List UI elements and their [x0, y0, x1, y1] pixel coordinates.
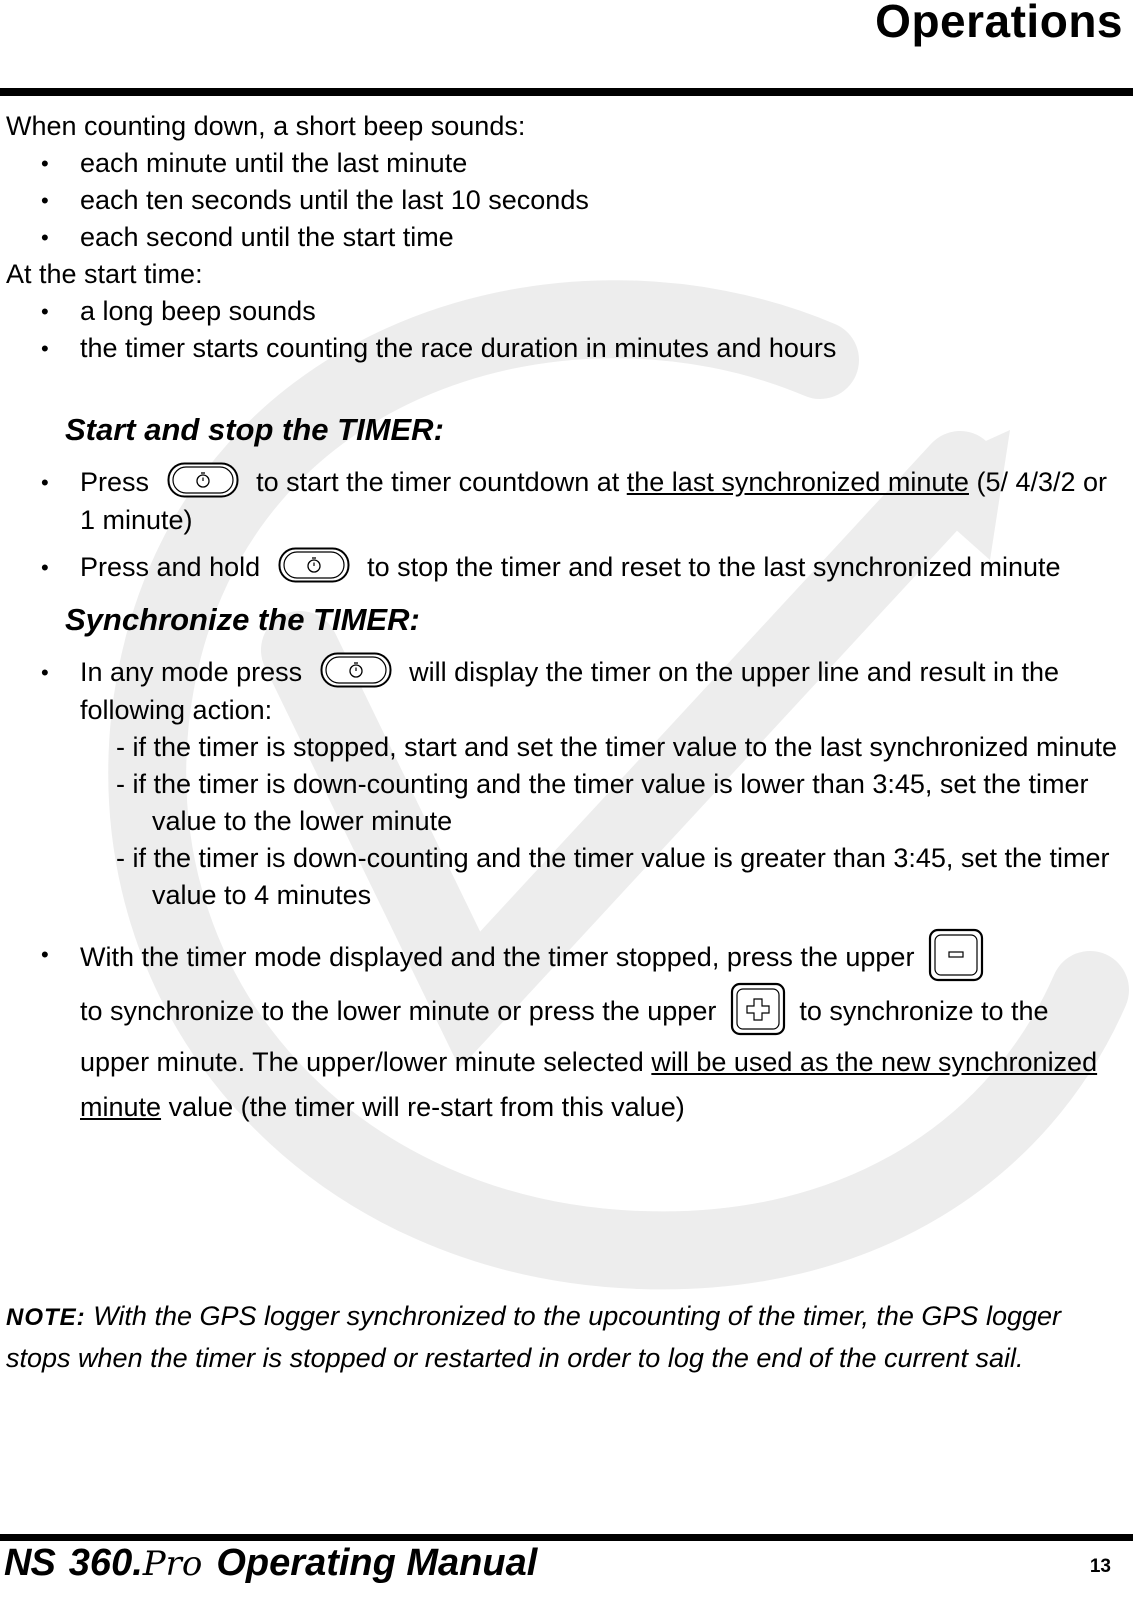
list-item: • each second until the start time [6, 219, 1124, 256]
list-item: • each ten seconds until the last 10 seconds [6, 182, 1124, 219]
sub-item: - if the timer is down-counting and the timer value is greater than 3:45, set the timer value to 4 minutes [116, 842, 1110, 910]
page-title: Operations [875, 0, 1123, 47]
note-paragraph [6, 1296, 1124, 1378]
countdown-beep-list [6, 145, 1124, 256]
underlined-text: the last synchronized minute [626, 467, 969, 497]
list-item: • a long beep sounds [6, 293, 1124, 330]
sub-item: - if the timer is down-counting and the timer value is lower than 3:45, set the timer value to the lower minute [116, 768, 1089, 836]
main-content [6, 108, 1124, 1130]
list-item: • Press to start the timer countdown at the last synchronized minute (5/ 4/3/2 or 1 minute) [6, 464, 1124, 539]
start-time-lead: At the start time: [6, 259, 203, 289]
section-title-start-stop: Start and stop the TIMER: [65, 412, 444, 447]
stopwatch-button-icon [167, 462, 239, 498]
brand-pro: Pro [142, 1544, 203, 1584]
list-item: • each minute until the last minute [6, 145, 1124, 182]
brand-ns: NS [4, 1542, 55, 1584]
list-item: • Press and hold to stop the timer and reset to the last synchronized minute [6, 549, 1124, 587]
note-text: With the GPS logger synchronized to the upcounting of the timer, the GPS logger stops when the timer is stopped or restarted in order to log the end of the current sail. [6, 1301, 1061, 1373]
sub-item: - if the timer is stopped, start and set the timer value to the last synchronized minute [116, 731, 1117, 762]
page-number: 13 [1089, 1556, 1111, 1577]
section-title-synchronize: Synchronize the TIMER: [65, 601, 420, 637]
plus-button-icon [730, 982, 786, 1036]
brand-model: 360. [68, 1542, 143, 1584]
list-item: • the timer starts counting the race duration in minutes and hours [6, 330, 1124, 367]
footer-brand [4, 1542, 537, 1592]
start-time-list [6, 293, 1124, 367]
intro-lead: When counting down, a short beep sounds: [6, 111, 526, 141]
footer-rule [0, 1534, 1133, 1541]
header-rule [0, 88, 1133, 96]
synchronize-list [6, 654, 1124, 1130]
stopwatch-button-icon [278, 547, 350, 583]
minus-button-icon [928, 928, 984, 982]
start-stop-list [6, 464, 1124, 587]
list-item: • In any mode press will display the timer on the upper line and result in the following action: - if the timer is stopped, start and set the timer value to the last synchronized minute - if the timer is down-counting and the timer value is lower than 3:45, set the timer value to the lower minute - if the timer is down-counting and the timer value is greater than 3:45, set the timer value to 4 minutes [6, 654, 1124, 914]
underlined-text: will be used as the new synchronized minute [80, 1046, 1098, 1122]
stopwatch-button-icon [320, 652, 392, 688]
list-item: • With the timer mode displayed and the timer stopped, press the upper to synchronize to the lower minute or press the upper to synchronize to the upper minute. The upper/lower minute selected will be used as the new synchronized minute value (the timer will re-start from this value) [6, 932, 1124, 1130]
note-label: NOTE: [6, 1304, 86, 1331]
brand-manual: Operating Manual [216, 1542, 538, 1584]
